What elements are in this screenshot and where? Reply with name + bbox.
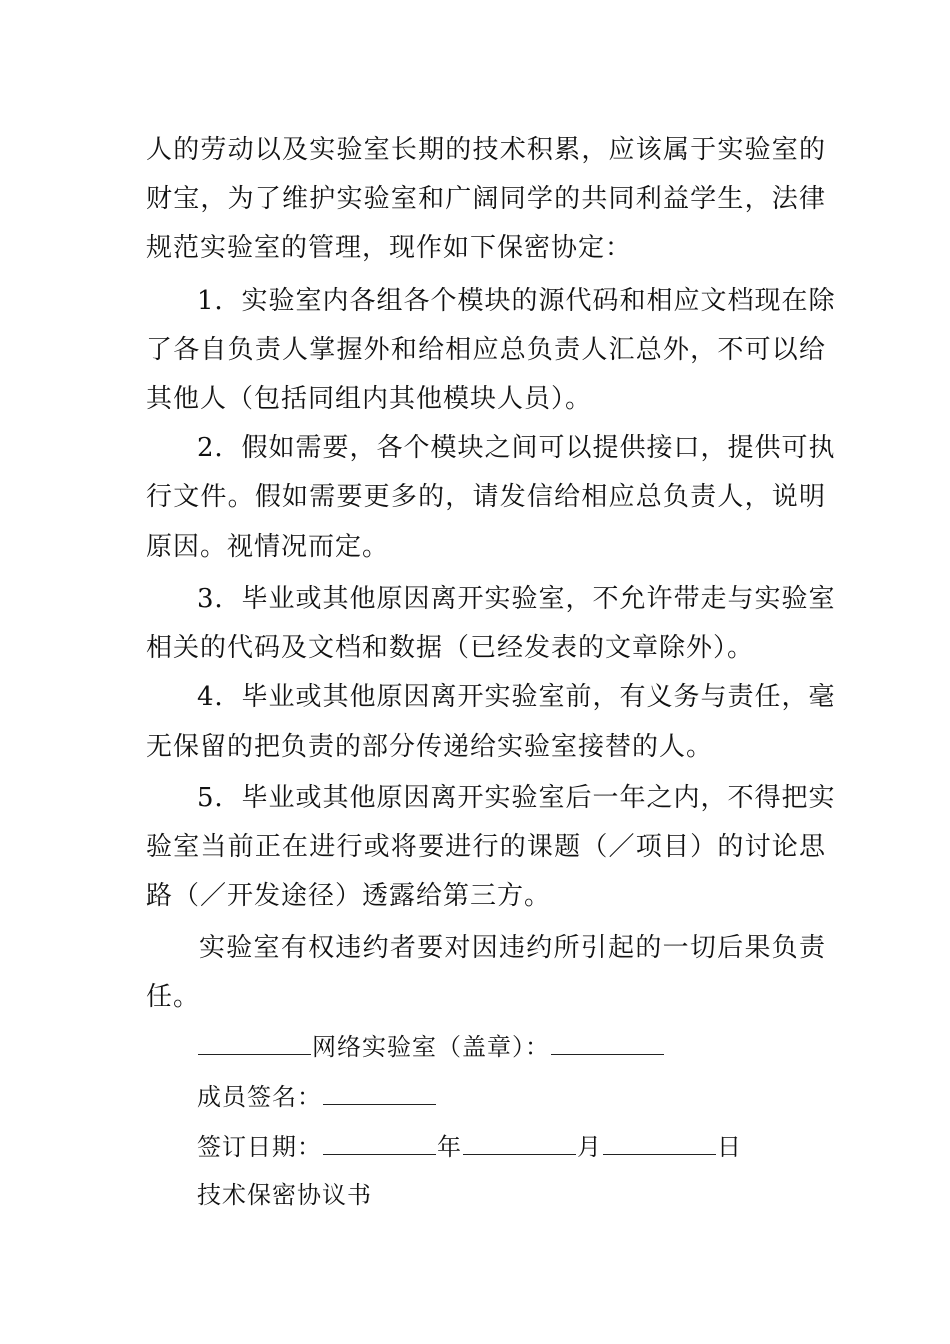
month-blank: [463, 1128, 576, 1155]
sign-date-row: [197, 1127, 742, 1167]
clause-4-line: 4．毕业或其他原因离开实验室前，有义务与责任，毫: [197, 682, 836, 712]
body-line: 原因。视情况而定。: [146, 532, 390, 562]
body-line: 路（／开发途径）透露给第三方。: [146, 881, 552, 911]
next-document-title: 技术保密协议书: [197, 1181, 372, 1209]
clause-5-line: 5．毕业或其他原因离开实验室后一年之内，不得把实: [197, 783, 836, 813]
body-line: 人的劳动以及实验室长期的技术积累，应该属于实验室的: [146, 135, 826, 165]
lab-seal-label: 网络实验室（盖章）：: [312, 1033, 550, 1061]
member-signature-label: 成员签名：: [197, 1083, 322, 1111]
body-line: 财宝，为了维护实验室和广阔同学的共同利益学生，法律: [146, 184, 826, 214]
clause-2-line: 2．假如需要，各个模块之间可以提供接口，提供可执: [197, 433, 836, 463]
member-signature-row: [197, 1077, 437, 1117]
year-blank: [323, 1128, 436, 1155]
lab-seal-row: [197, 1027, 665, 1067]
lab-seal-blank: [551, 1028, 664, 1055]
body-line: 行文件。假如需要更多的，请发信给相应总负责人，说明: [146, 482, 826, 512]
day-label: 日: [717, 1133, 742, 1161]
lab-name-blank: [198, 1028, 311, 1055]
month-label: 月: [577, 1133, 602, 1161]
sign-date-label: 签订日期：: [197, 1133, 322, 1161]
year-label: 年: [437, 1133, 462, 1161]
body-line: 其他人（包括同组内其他模块人员）。: [146, 384, 593, 414]
clause-1-line: 1．实验室内各组各个模块的源代码和相应文档现在除: [197, 286, 836, 316]
body-line: 相关的代码及文档和数据（已经发表的文章除外）。: [146, 633, 755, 663]
body-line: 验室当前正在进行或将要进行的课题（／项目）的讨论思: [146, 832, 826, 862]
body-line: 规范实验室的管理，现作如下保密协定：: [146, 233, 633, 263]
body-line: 了各自负责人掌握外和给相应总负责人汇总外，不可以给: [146, 335, 826, 365]
member-signature-blank: [323, 1078, 436, 1105]
liability-line: 实验室有权违约者要对因违约所引起的一切后果负责: [199, 933, 826, 963]
body-line: 任。: [146, 982, 201, 1012]
body-line: 无保留的把负责的部分传递给实验室接替的人。: [146, 732, 714, 762]
day-blank: [603, 1128, 716, 1155]
clause-3-line: 3．毕业或其他原因离开实验室，不允许带走与实验室: [197, 584, 836, 614]
